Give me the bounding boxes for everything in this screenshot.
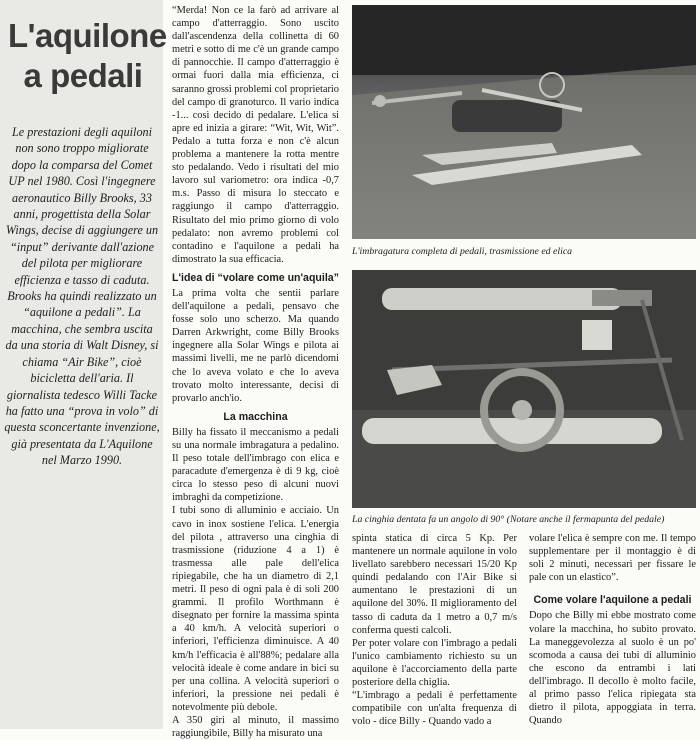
- paragraph: I tubi sono di alluminio e acciaio. Un cavo in inox sostiene l'elica. L'energia del pilota , attraverso una cinghia di trasmissione (riduzione 4 a 1) è trasmessa alle pale dell'elica ripiegabile, che ha un diametro di 2,1 metri. Il peso di ogni pala è di soli 200 grammi. Il profilo Worthmann è disegnato per fornire la massima spinta a 40 km/h. A velocità superiori o inferiori, l'efficienza diminuisce. A 40 km/h l'efficacia è all'88%; pedalare alla velocità ideale è come andare in bici su per una collina. A velocità superiori o inferiori, la pressione nei pedali è notevolmente più debole.: [172, 505, 339, 713]
- belt-photo-image: [352, 270, 696, 508]
- paragraph: volare l'elica è sempre con me. Il tempo supplementare per il montaggio è di soli 2 minuti, necessari per fissare le pale con un elastico”.: [529, 533, 696, 584]
- caption-harness: L'imbragatura completa di pedali, trasmissione ed elica: [352, 246, 573, 257]
- paragraph: Billy ha fissato il meccanismo a pedali su una normale imbragatura a pedalino. Il peso totale dell'imbrago con elica e paracadute d'emergenza è di 9 kg, cioè circa lo stesso peso di alcuni nuovi imbraghi da competizione.: [172, 426, 339, 504]
- paragraph: “Merda! Non ce la farò ad arrivare al campo d'atterraggio. Sono uscito dall'ascendenza della collinetta di 60 metri e sotto di me c'è un grande campo di pannocchie. Il campo d'atterraggio è ormai fuori dalla mia efficienza, ci saranno grossi problemi col proprietario del campo di granoturco. Il vario indica -1... così decido di pedalare. L'elica si apre ed inizia a girare: “Wit, Wit, Wit”. Pedalo a tutta forza e non c'è alcun problema a mantenere la rotta mentre sto pedalando. Vedo i risultati del mio lavoro sul variometro: ora indica -0,7 m.s. Passo di misura lo steccato e raggiungo il campo d'atterraggio. Risultato del mio primo giorno di volo pedalato: non avremo problemi col contadino e l'aquilone a pedali ha dimostrato la sua efficacia.: [172, 5, 339, 265]
- paragraph: Per poter volare con l'imbrago a pedali l'unico cambiamento richiesto su un aquilone è l'accorciamento della parte posteriore della chiglia.: [352, 637, 517, 689]
- paragraph: “L'imbrago a pedali è perfettamente compatibile con un'alta frequenza di volo - dice Billy - Quando vado a: [352, 690, 517, 728]
- section-heading: L'idea di “volare come un'aquila”: [172, 271, 339, 284]
- paragraph: La prima volta che sentii parlare dell'aquilone a pedali, pensavo che fosse solo uno scherzo. Ma quando Darren Arkwright, come Billy Brooks ingegnere alla Solar Wings e pilota ai massimi livelli, me ne parlò dicendomi che lo aveva volato e che lo aveva trovato molto interessante, decisi di provarlo anch'io.: [172, 287, 339, 404]
- paragraph: A 350 giri al minuto, il massimo raggiungibile, Billy ha misurato una: [172, 714, 339, 740]
- paragraph: Dopo che Billy mi ebbe mostrato come volare la macchina, ho subito provato. La maneggevolezza al suolo è un po' scomoda a causa dei tubi di alluminio che escono da entrambi i lati dell'imbrago. Il decollo è molto facile, al primo passo l'elica ripiegata sta dietro il pilota, appoggiata in terra. Quando: [529, 610, 696, 727]
- photo-belt: [352, 270, 696, 508]
- caption-belt: La cinghia dentata fa un angolo di 90° (Notare anche il fermapunta del pedale): [352, 514, 665, 525]
- sidebar: [0, 0, 167, 729]
- column-1: [172, 4, 339, 740]
- section-heading: Come volare l'aquilone a pedali: [533, 594, 692, 607]
- section-heading: La macchina: [223, 410, 288, 423]
- intro-text: Le prestazioni degli aquiloni non sono troppo migliorate dopo la comparsa del Comet UP nel 1980. Così l'ingegnere aeronautico Billy Brooks, 33 anni, progettista della Solar Wings, decise di aggiungere un “input” derivante dall'azione del pilota per migliorare efficienza e tasso di caduta. Brooks ha quindi realizzato un “aquilone a pedali”. La macchina, che sembra uscita da una storia di Walt Disney, si chiama “Air Bike”, cioè bicicletta dell'aria. Il giornalista tedesco Willi Tacke ha fatto una “prova in volo” di questa sconcertante invenzione, già presentata da L'Aquilone nel Marzo 1990.: [4, 125, 160, 468]
- column-3: [529, 532, 696, 727]
- article-title: L'aquilone a pedali: [8, 17, 167, 94]
- harness-photo-image: [352, 5, 696, 239]
- column-2: [352, 532, 517, 728]
- paragraph: spinta statica di circa 5 Kp. Per mantenere un normale aquilone in volo livellato sarebbero necessari 15/20 Kp quindi pedalando con l'Air Bike si aumentano le prestazioni di un aquilone del 30%. Il miglioramento del tasso di caduta da 1 metro a 0,7 m/s conferma questi calcoli.: [352, 533, 517, 636]
- photo-harness: [352, 5, 696, 239]
